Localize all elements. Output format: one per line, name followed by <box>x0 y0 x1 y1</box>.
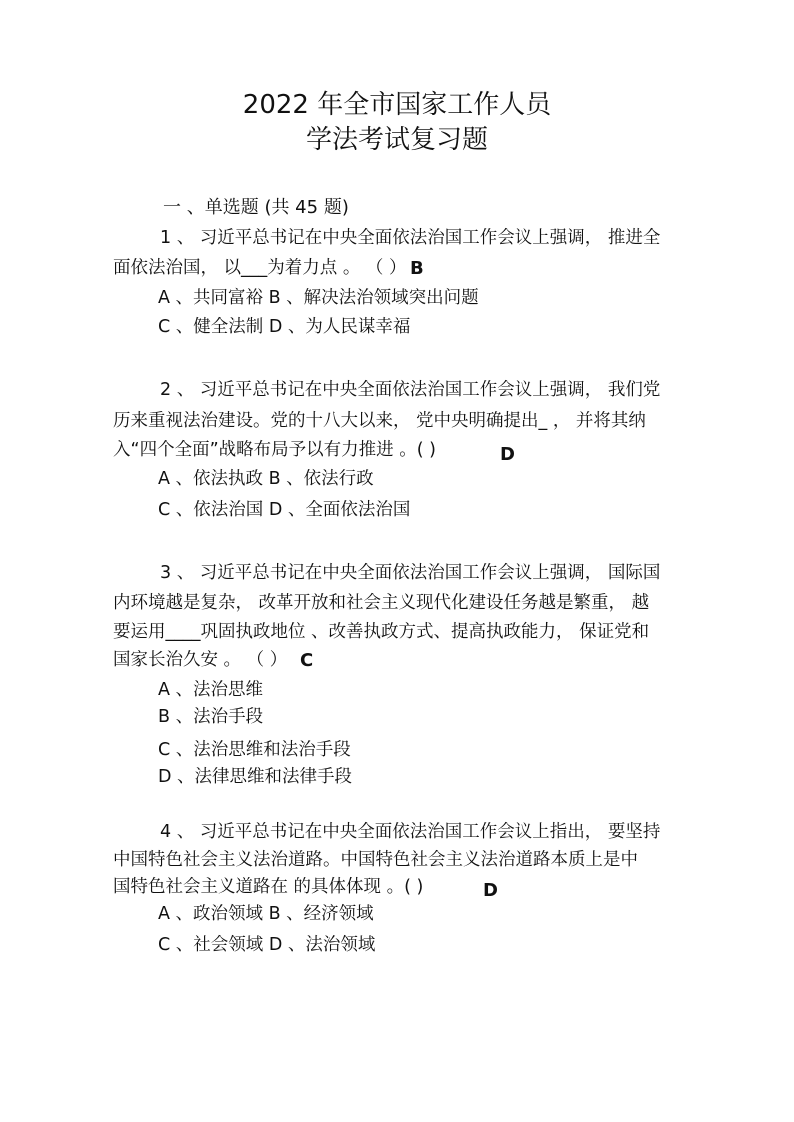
option-line: C 、社会领域 D 、法治领域 <box>158 935 376 955</box>
document-title: 2022 年全市国家工作人员 <box>242 90 552 120</box>
question-text: 1 、 习近平总书记在中央全面依法治国工作会议上强调， 推进全 <box>160 228 661 248</box>
question-text: 中国特色社会主义法治道路。中国特色社会主义法治道路本质上是中 <box>113 850 638 870</box>
question-text: 要运用____巩固执政地位 、改善执政方式、提高执政能力， 保证党和 <box>113 622 650 642</box>
option-line: A 、法治思维 <box>158 680 264 700</box>
question-text: 内环境越是复杂， 改革开放和社会主义现代化建设任务越是繁重， 越 <box>113 593 650 613</box>
option-line: A 、政治领域 B 、经济领域 <box>158 904 374 924</box>
answer: D <box>483 880 498 901</box>
option-line: A 、依法执政 B 、依法行政 <box>158 469 374 489</box>
answer: D <box>500 444 515 465</box>
question-text: 4 、 习近平总书记在中央全面依法治国工作会议上指出， 要坚持 <box>160 822 661 842</box>
option-line: C 、法治思维和法治手段 <box>158 740 351 760</box>
option-line: A 、共同富裕 B 、解决法治领域突出问题 <box>158 288 479 308</box>
question-text: 2 、 习近平总书记在中央全面依法治国工作会议上强调， 我们党 <box>160 380 661 400</box>
question-text: 国特色社会主义道路在 的具体体现 。( ) <box>113 877 424 897</box>
option-line: D 、法律思维和法律手段 <box>158 767 353 787</box>
option-line: C 、依法治国 D 、全面依法治国 <box>158 500 411 520</box>
answer: B <box>410 258 424 279</box>
question-text: 入“四个全面”战略布局予以有力推进 。( ) <box>113 440 436 460</box>
question-text: 3 、 习近平总书记在中央全面依法治国工作会议上强调， 国际国 <box>160 563 661 583</box>
section-heading: 一 、单选题 (共 45 题) <box>163 197 349 218</box>
option-line: B 、法治手段 <box>158 707 264 727</box>
answer: C <box>300 650 314 671</box>
document-subtitle: 学法考试复习题 <box>305 125 488 155</box>
question-text: 国家长治久安 。 （ ） <box>113 650 288 670</box>
question-text: 面依法治国， 以___为着力点 。 （ ） <box>113 258 407 278</box>
option-line: C 、健全法制 D 、为人民谋幸福 <box>158 317 411 337</box>
question-text: 历来重视法治建设。党的十八大以来， 党中央明确提出_ ， 并将其纳 <box>113 411 646 431</box>
